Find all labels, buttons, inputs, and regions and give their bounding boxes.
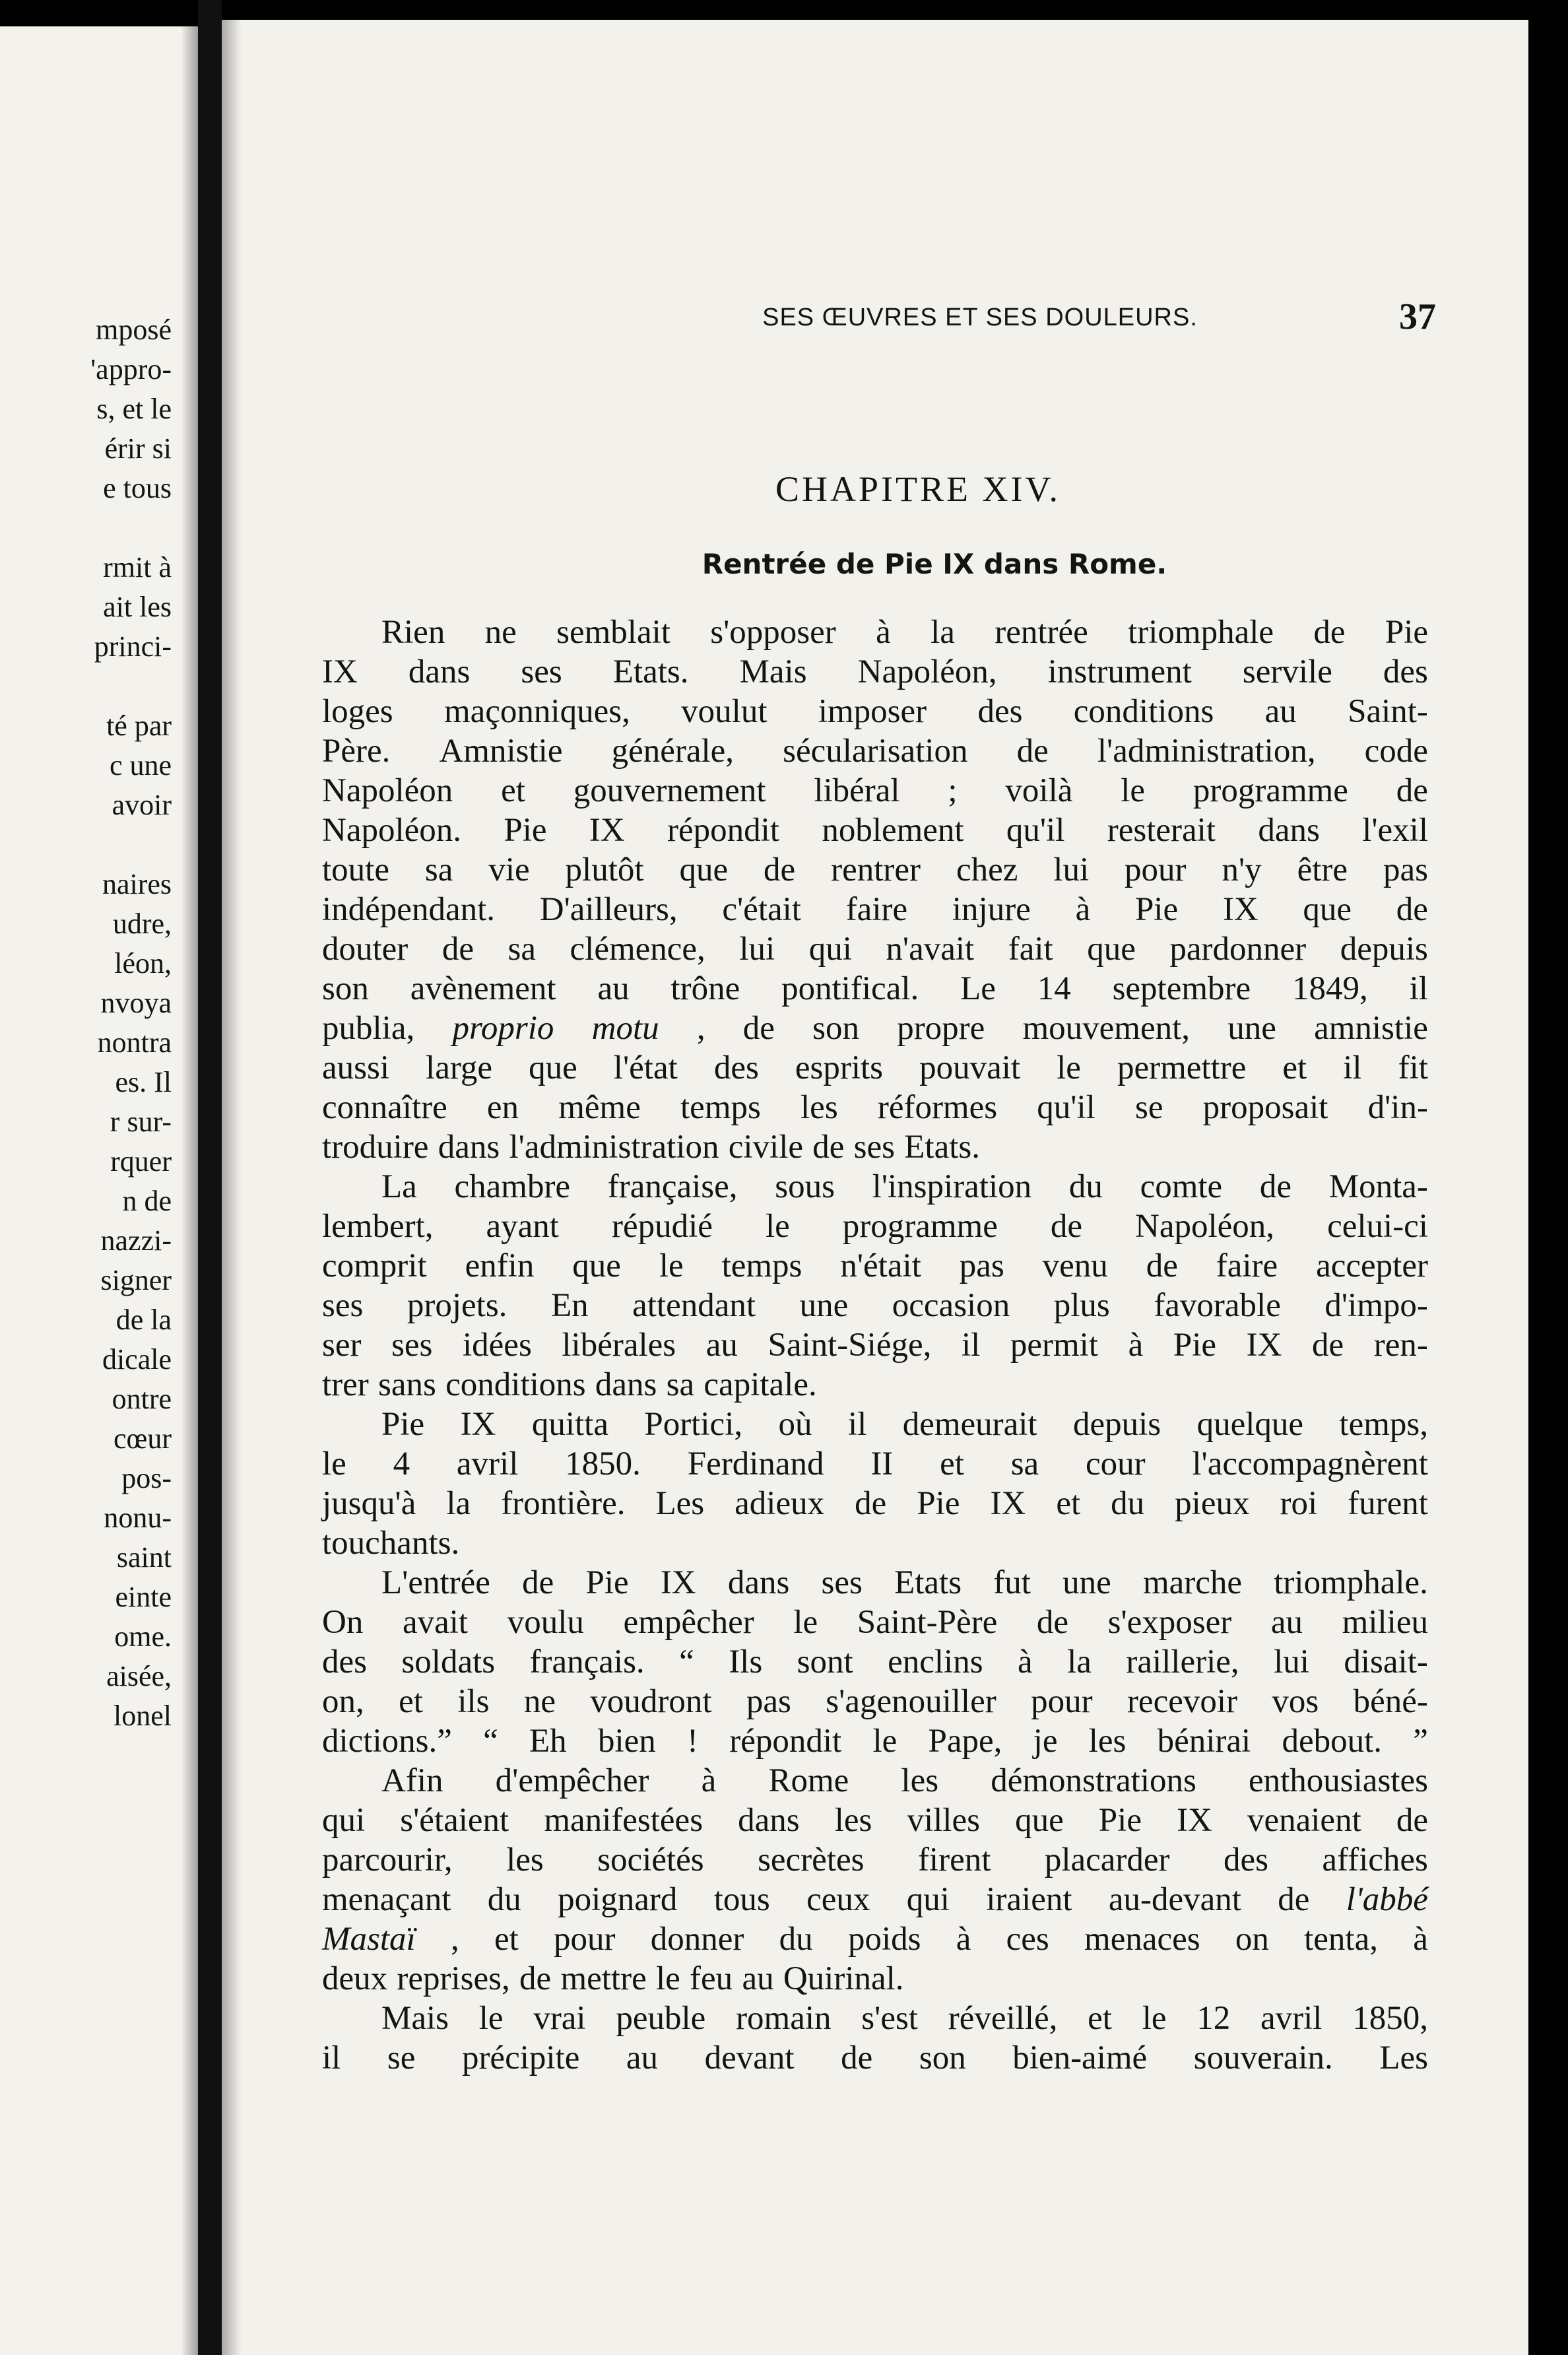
text-line: le 4 avril 1850. Ferdinand II et sa cour l'accompagnèrent: [322, 1445, 1428, 1482]
facing-page-line: princi-: [94, 630, 172, 663]
facing-page-line: de la: [115, 1304, 172, 1336]
text-line: L'entrée de Pie IX dans ses Etats fut une marche triomphale.: [381, 1564, 1428, 1601]
text-line: toute sa vie plutôt que de rentrer chez lui pour n'y être pas: [322, 851, 1428, 888]
chapter-subtitle: Rentrée de Pie IX dans Rome.: [702, 548, 1167, 580]
text-line: Rien ne semblait s'opposer à la rentrée triomphale de Pie: [381, 614, 1428, 651]
text-line: parcourir, les sociétés secrètes firent placarder des affiches: [322, 1841, 1428, 1878]
text-line: publia, proprio motu , de son propre mouvement, une amnistie: [322, 1010, 1428, 1047]
text-line: On avait voulu empêcher le Saint-Père de s'exposer au milieu: [322, 1604, 1428, 1641]
facing-page-line: 'appro-: [90, 353, 172, 385]
facing-page-line: n de: [122, 1185, 172, 1217]
text-line: Mastaï , et pour donner du poids à ces menaces on tenta, à: [322, 1921, 1428, 1958]
text-line: comprit enfin que le temps n'était pas venu de faire accepter: [322, 1247, 1428, 1284]
text-line: trer sans conditions dans sa capitale.: [322, 1366, 817, 1403]
facing-page-line: rquer: [110, 1145, 172, 1178]
facing-page-line: e tous: [103, 472, 172, 504]
facing-page-line: avoir: [112, 789, 172, 821]
facing-page-line: ontre: [112, 1383, 172, 1415]
facing-page-line: nvoya: [100, 987, 172, 1019]
facing-page-line: r sur-: [110, 1106, 172, 1138]
facing-page-line: dicale: [102, 1343, 172, 1376]
facing-page-fragment: [0, 26, 198, 2355]
text-line: indépendant. D'ailleurs, c'était faire injure à Pie IX que de: [322, 891, 1428, 928]
facing-page-line: nonu-: [104, 1502, 172, 1534]
text-line: IX dans ses Etats. Mais Napoléon, instrument servile des: [322, 653, 1428, 690]
text-line: ser ses idées libérales au Saint-Siége, il permit à Pie IX de ren-: [322, 1327, 1428, 1364]
facing-page-line: saint: [116, 1541, 172, 1574]
text-line: son avènement au trône pontifical. Le 14 septembre 1849, il: [322, 970, 1428, 1007]
text-line: douter de sa clémence, lui qui n'avait fait que pardonner depuis: [322, 931, 1428, 968]
page-curl-shadow: [222, 20, 242, 2355]
facing-page-line: nazzi-: [100, 1224, 172, 1257]
text-line: deux reprises, de mettre le feu au Quirinal.: [322, 1960, 904, 1997]
facing-page-line: einte: [115, 1581, 172, 1613]
facing-page-line: ait les: [103, 591, 172, 623]
text-line: menaçant du poignard tous ceux qui iraient au-devant de l'abbé: [322, 1881, 1428, 1918]
text-line: lembert, ayant répudié le programme de Napoléon, celui-ci: [322, 1208, 1428, 1245]
text-line: aussi large que l'état des esprits pouvait le permettre et il fit: [322, 1049, 1428, 1086]
chapter-body: [322, 613, 1428, 2078]
text-line: Père. Amnistie générale, sécularisation de l'administration, code: [322, 733, 1428, 770]
facing-page-line: léon,: [114, 947, 172, 979]
facing-page-line: c une: [109, 749, 172, 781]
facing-page-line: érir si: [104, 432, 172, 465]
facing-page-line: naires: [102, 868, 172, 900]
text-line: Pie IX quitta Portici, où il demeurait depuis quelque temps,: [381, 1406, 1428, 1443]
facing-page-line: nontra: [97, 1026, 172, 1059]
text-line: dictions.” “ Eh bien ! répondit le Pape, je les bénirai debout. ”: [322, 1723, 1428, 1760]
facing-page-line: mposé: [96, 314, 172, 346]
text-line: La chambre française, sous l'inspiration du comte de Monta-: [381, 1168, 1428, 1205]
facing-page-line: cœur: [114, 1422, 172, 1455]
text-line: Mais le vrai peuble romain s'est réveillé, et le 12 avril 1850,: [381, 2000, 1428, 2037]
facing-page-line: es. Il: [115, 1066, 172, 1098]
text-line: on, et ils ne voudront pas s'agenouiller pour recevoir vos béné-: [322, 1683, 1428, 1720]
text-line: touchants.: [322, 1525, 460, 1562]
facing-page-line: pos-: [121, 1462, 172, 1494]
book-gutter: [198, 0, 222, 2355]
text-line: connaître en même temps les réformes qu'il se proposait d'in-: [322, 1089, 1428, 1126]
facing-page-line: té par: [106, 710, 172, 742]
text-line: loges maçonniques, voulut imposer des conditions au Saint-: [322, 693, 1428, 730]
text-line: Afin d'empêcher à Rome les démonstrations enthousiastes: [381, 1762, 1428, 1799]
facing-page-line: ome.: [114, 1620, 172, 1653]
page-number: 37: [1399, 296, 1436, 337]
facing-page-line: signer: [100, 1264, 172, 1296]
book-page: [222, 20, 1528, 2355]
text-line: des soldats français. “ Ils sont enclins à la raillerie, lui disait-: [322, 1643, 1428, 1680]
facing-page-line: udre,: [112, 908, 172, 940]
facing-page-line: rmit à: [103, 551, 172, 583]
text-line: Napoléon et gouvernement libéral ; voilà le programme de: [322, 772, 1428, 809]
text-line: jusqu'à la frontière. Les adieux de Pie IX et du pieux roi furent: [322, 1485, 1428, 1522]
text-line: ses projets. En attendant une occasion plus favorable d'impo-: [322, 1287, 1428, 1324]
text-line: qui s'étaient manifestées dans les villes que Pie IX venaient de: [322, 1802, 1428, 1839]
text-line: il se précipite au devant de son bien-aimé souverain. Les: [322, 2040, 1428, 2076]
chapter-title: CHAPITRE XIV.: [775, 469, 1061, 509]
text-line: troduire dans l'administration civile de ses Etats.: [322, 1129, 981, 1166]
facing-page-line: aisée,: [106, 1660, 172, 1692]
facing-page-shadow: [181, 26, 198, 2355]
facing-page-line: s, et le: [96, 393, 172, 425]
facing-page-line: lonel: [114, 1700, 172, 1732]
text-line: Napoléon. Pie IX répondit noblement qu'il resterait dans l'exil: [322, 812, 1428, 849]
running-head: SES ŒUVRES ET SES DOULEURS.: [762, 304, 1198, 331]
